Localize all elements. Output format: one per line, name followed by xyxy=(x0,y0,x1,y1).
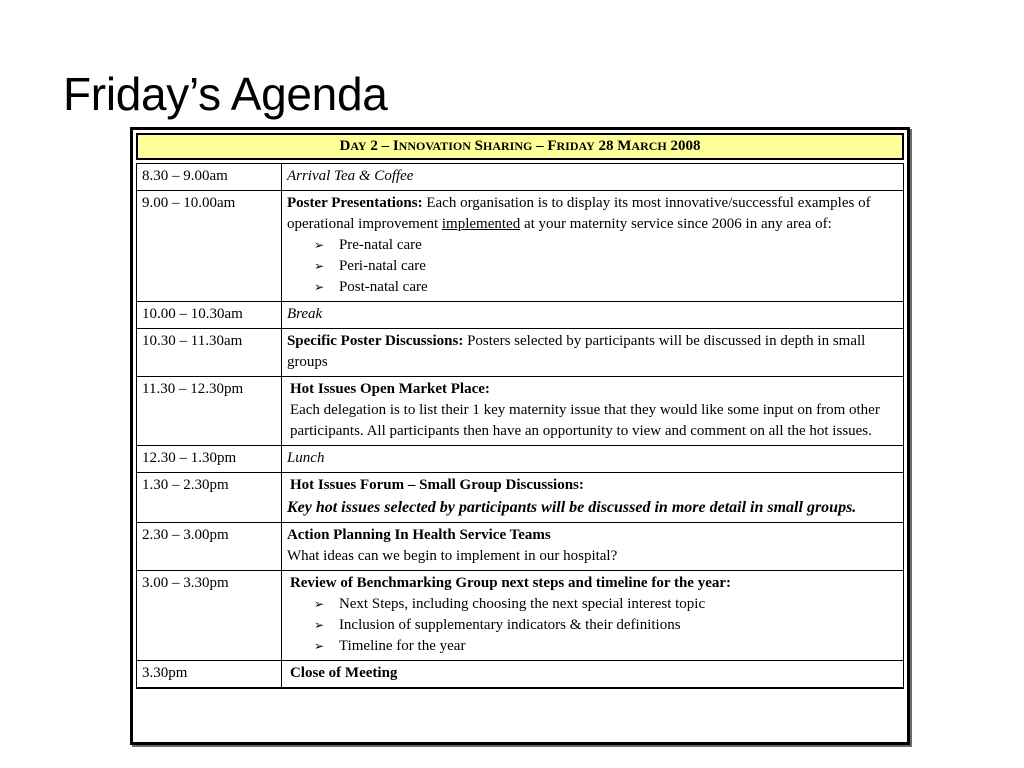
list-item: ➢ Timeline for the year xyxy=(314,636,898,657)
session-title: Hot Issues Forum – Small Group Discussions: xyxy=(289,477,584,493)
time-cell: 8.30 – 9.00am xyxy=(137,164,282,191)
arrowhead-bullet-icon: ➢ xyxy=(313,238,324,252)
session-text: Key hot issues selected by participants will be discussed in more detail in small groups. xyxy=(286,499,857,516)
session-cell xyxy=(281,377,903,446)
time-cell: 10.30 – 11.30am xyxy=(137,329,282,377)
session-text: Each organisation is to display its most innovative/successful examples of operational improvement xyxy=(286,195,871,232)
table-row xyxy=(137,302,904,329)
session-title: Poster Presentations: xyxy=(286,195,423,211)
header-part: 28 MARCH xyxy=(594,138,667,154)
underlined-word: implemented xyxy=(441,216,521,232)
time-cell: 10.00 – 10.30am xyxy=(137,302,282,329)
table-row xyxy=(137,661,904,689)
session-title: Action Planning In Health Service Teams xyxy=(286,527,551,543)
session-title: Break xyxy=(286,306,323,322)
table-row xyxy=(137,191,904,302)
agenda-frame xyxy=(130,127,910,745)
session-cell xyxy=(281,446,903,473)
table-row xyxy=(137,164,904,191)
time-cell: 11.30 – 12.30pm xyxy=(137,377,282,446)
session-title: Specific Poster Discussions: xyxy=(286,333,464,349)
time-cell: 12.30 – 1.30pm xyxy=(137,446,282,473)
session-text: Each delegation is to list their 1 key maternity issue that they would like some input on from other participants. All participants then have an opportunity to view and comment on all the hot issues. xyxy=(289,402,880,439)
time-cell: 9.00 – 10.00am xyxy=(137,191,282,302)
agenda-table xyxy=(136,163,904,689)
table-row xyxy=(137,446,904,473)
session-cell xyxy=(281,191,903,302)
list-item: ➢ Pre-natal care xyxy=(314,235,898,256)
time-cell: 2.30 – 3.00pm xyxy=(137,523,282,571)
session-cell xyxy=(281,329,903,377)
session-title: Arrival Tea & Coffee xyxy=(286,168,414,184)
arrowhead-bullet-icon: ➢ xyxy=(313,597,324,611)
session-cell xyxy=(281,523,903,571)
agenda-header xyxy=(136,133,904,160)
bullet-list xyxy=(287,235,898,298)
session-text: Posters selected by participants will be discussed in depth in small groups xyxy=(286,333,866,370)
table-row xyxy=(137,571,904,661)
list-item: ➢ Inclusion of supplementary indicators & their definitions xyxy=(314,615,898,636)
session-title: Lunch xyxy=(286,450,325,466)
session-title: Review of Benchmarking Group next steps and timeline for the year: xyxy=(289,575,732,591)
header-part: 2008 xyxy=(666,138,701,154)
time-cell: 3.00 – 3.30pm xyxy=(137,571,282,661)
session-cell xyxy=(281,473,903,523)
arrowhead-bullet-icon: ➢ xyxy=(313,259,324,273)
header-part: SHARING xyxy=(470,138,533,154)
arrowhead-bullet-icon: ➢ xyxy=(313,618,324,632)
table-row xyxy=(137,377,904,446)
list-item: ➢ Post-natal care xyxy=(314,277,898,298)
session-text: What ideas can we begin to implement in our hospital? xyxy=(286,548,618,564)
session-cell xyxy=(281,302,903,329)
session-cell xyxy=(281,164,903,191)
bullet-list xyxy=(287,594,898,657)
time-cell: 1.30 – 2.30pm xyxy=(137,473,282,523)
arrowhead-bullet-icon: ➢ xyxy=(313,639,324,653)
session-cell xyxy=(281,571,903,661)
session-cell xyxy=(281,661,903,689)
session-text: at your maternity service since 2006 in any area of: xyxy=(520,216,832,232)
table-row xyxy=(137,473,904,523)
table-row xyxy=(137,329,904,377)
session-title: Close of Meeting xyxy=(289,665,398,681)
arrowhead-bullet-icon: ➢ xyxy=(313,280,324,294)
header-part: DAY xyxy=(339,138,367,154)
time-cell: 3.30pm xyxy=(137,661,282,689)
table-row xyxy=(137,523,904,571)
slide-title: Friday’s Agenda xyxy=(63,68,388,120)
header-part: – FRIDAY xyxy=(532,138,595,154)
list-item: ➢ Next Steps, including choosing the next special interest topic xyxy=(314,594,898,615)
header-part: 2 – INNOVATION xyxy=(366,138,471,154)
list-item: ➢ Peri-natal care xyxy=(314,256,898,277)
session-title: Hot Issues Open Market Place: xyxy=(289,381,490,397)
